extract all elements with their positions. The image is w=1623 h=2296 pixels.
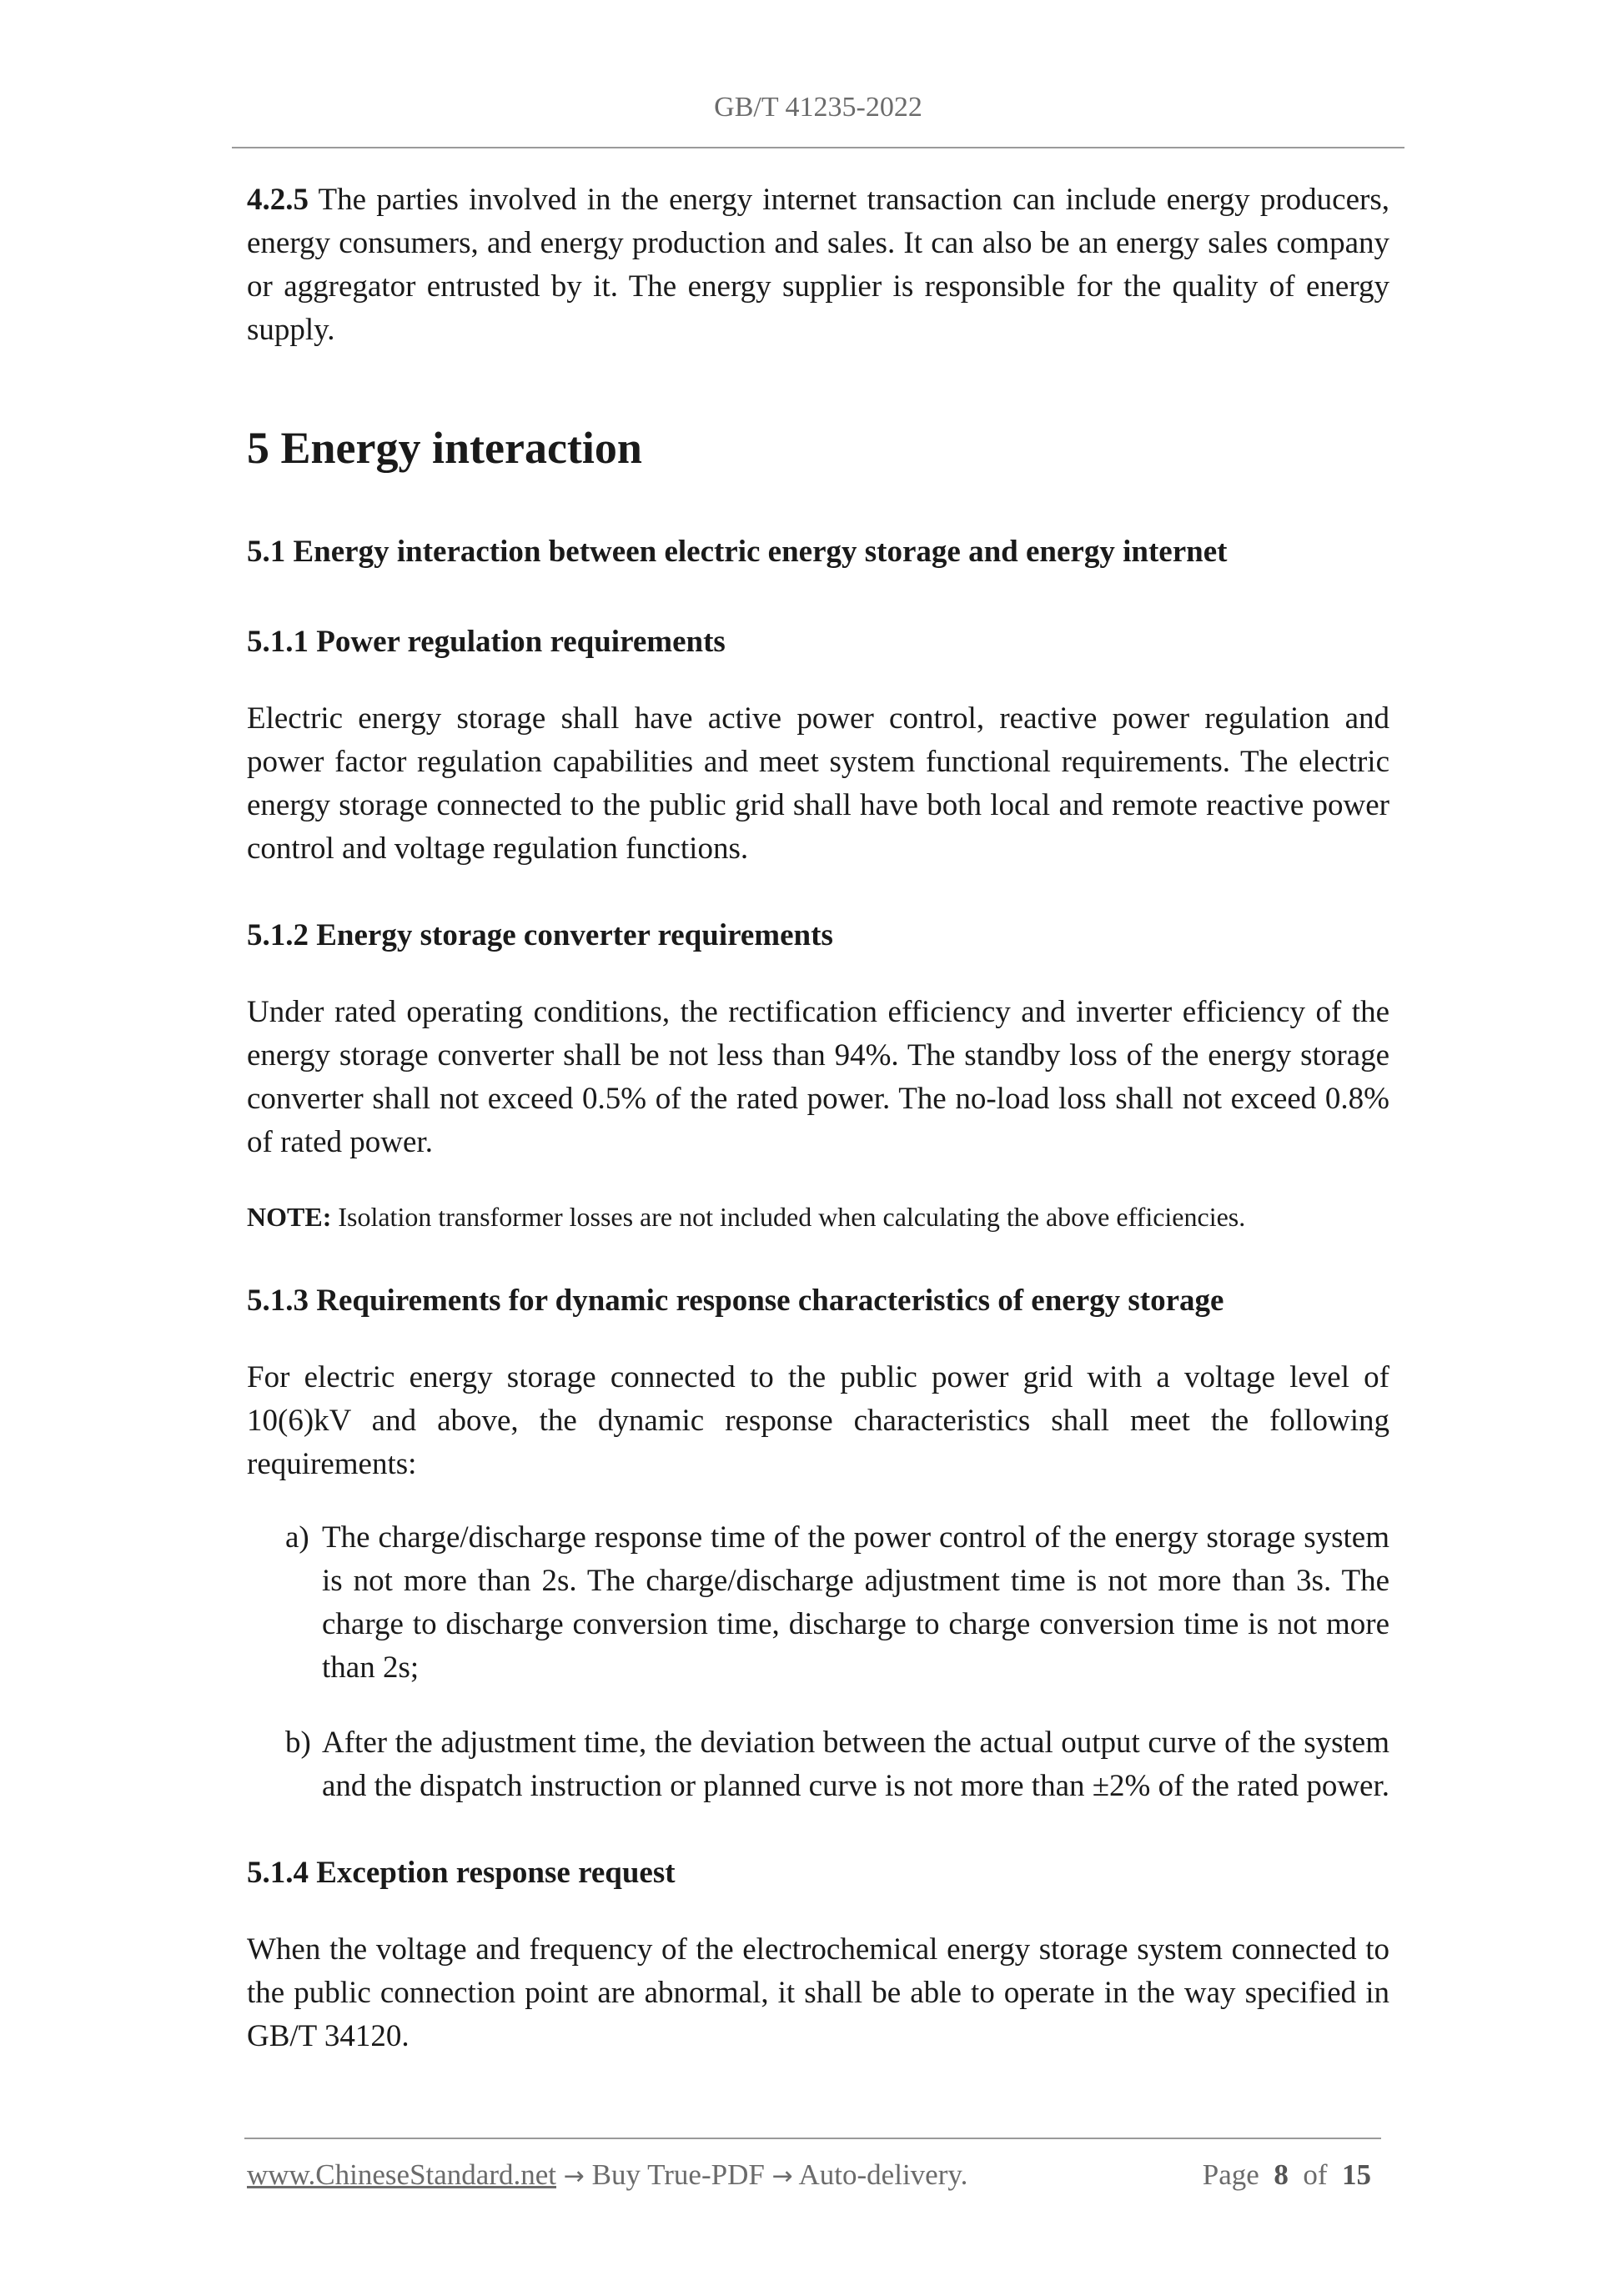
current-page: 8 <box>1274 2158 1289 2191</box>
document-code: GB/T 41235-2022 <box>714 92 922 123</box>
paragraph-5-1-4: When the voltage and frequency of the electrochemical energy storage system connected to the public connection point are abnormal, it shall be able to operate in the way specified in GB/T 34120. <box>247 1932 1389 2053</box>
list-item-text: The charge/discharge response time of the power control of the energy storage system is not more than 2s. The charge/discharge adjustment time is not more than 3s. The charge to discharge conversion time, discharge to charge conversion time is not more than 2s; <box>322 1520 1389 1685</box>
list-item-text: After the adjustment time, the deviation between the actual output curve of the system and the dispatch instruction or planned curve is not more than ±2% of the rated power. <box>322 1726 1390 1803</box>
delivery-text: Auto-delivery. <box>798 2158 968 2191</box>
list-item <box>285 1721 1389 1808</box>
arrow-right-icon: → <box>563 2162 585 2191</box>
section-heading-5-1-1: 5.1.1 Power regulation requirements <box>247 625 726 659</box>
list-marker: a) <box>285 1520 309 1555</box>
page-content <box>247 178 1389 2058</box>
clause-number: 4.2.5 <box>247 183 309 217</box>
clause-4-2-5 <box>247 178 1389 352</box>
note-label: NOTE: <box>247 1202 332 1232</box>
paragraph-5-1-2: Under rated operating conditions, the rectification efficiency and inverter efficiency of the energy storage converter shall be not less than 94%. The standby loss of the energy storage converter shall not exceed 0.5% of the rated power. The no-load loss shall not exceed 0.8% of rated power. <box>247 995 1389 1159</box>
page-number <box>1203 2155 1371 2195</box>
total-pages: 15 <box>1342 2158 1371 2191</box>
footer-promo <box>247 2155 967 2197</box>
note <box>247 1198 1389 1236</box>
footer-divider <box>244 2138 1381 2140</box>
website-link[interactable]: www.ChineseStandard.net <box>247 2158 556 2191</box>
arrow-right-icon: → <box>771 2162 793 2191</box>
clause-text: The parties involved in the energy internet transaction can include energy producers, energy consumers, and energy production and sales. It can also be an energy sales company or aggregator entrusted by it. The energy supplier is responsible for the quality of energy supply. <box>247 183 1389 347</box>
paragraph-5-1-1: Electric energy storage shall have active power control, reactive power regulation and power factor regulation capabilities and meet system functional requirements. The electric energy storage connected to the public grid shall have both local and remote reactive power control and voltage regulation functions. <box>247 701 1389 866</box>
buy-pdf-text: Buy True-PDF <box>591 2158 765 2191</box>
section-heading-5-1-3: 5.1.3 Requirements for dynamic response characteristics of energy storage <box>247 1284 1224 1318</box>
section-heading-5-1: 5.1 Energy interaction between electric energy storage and energy internet <box>247 535 1228 569</box>
list-marker: b) <box>285 1726 311 1760</box>
section-heading-5-1-2: 5.1.2 Energy storage converter requirements <box>247 918 833 952</box>
page-header <box>232 0 1404 148</box>
section-heading-5: 5 Energy interaction <box>247 423 642 473</box>
paragraph-5-1-3: For electric energy storage connected to the public power grid with a voltage level of 10(6)kV and above, the dynamic response characteristics shall meet the following requirements: <box>247 1360 1389 1481</box>
page-label: Page <box>1202 2158 1259 2191</box>
section-heading-5-1-4: 5.1.4 Exception response request <box>247 1856 676 1890</box>
of-label: of <box>1303 2158 1328 2191</box>
requirements-list <box>285 1516 1389 1808</box>
list-item <box>285 1516 1389 1690</box>
note-text: Isolation transformer losses are not included when calculating the above efficiencies. <box>331 1202 1246 1232</box>
